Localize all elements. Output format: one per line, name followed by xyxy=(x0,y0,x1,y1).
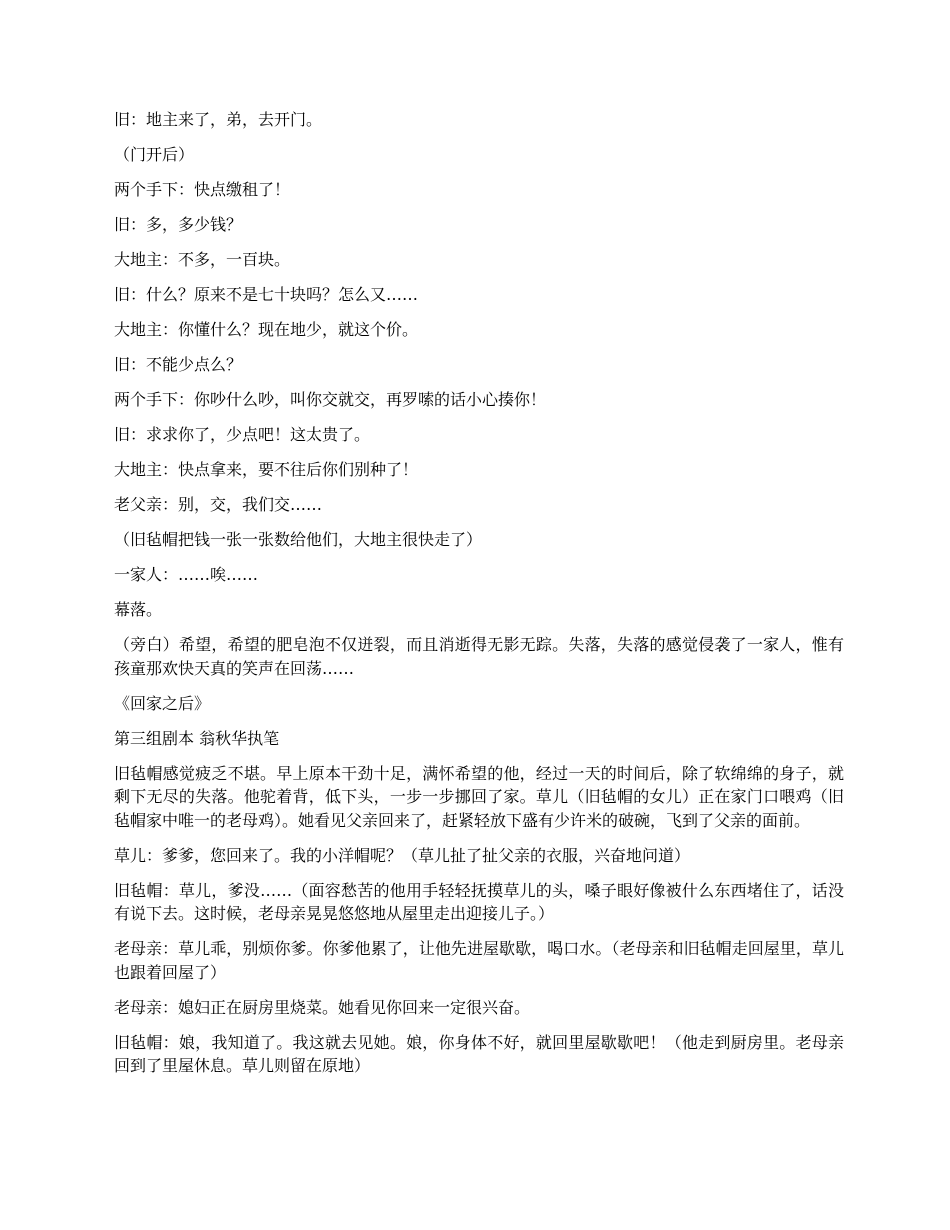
section-byline: 第三组剧本 翁秋华执笔 xyxy=(114,728,280,748)
paragraph-24: 旧毡帽：娘，我知道了。我这就去见她。娘，你身体不好，就回里屋歇歇吧！（他走到厨房里。老母亲回到了里屋休息。草儿则留在原地） xyxy=(114,1032,844,1075)
paragraph-8: 旧：不能少点么？ xyxy=(114,355,243,374)
paragraph-1: 旧：地主来了，弟，去开门。 xyxy=(114,110,323,129)
paragraph-22: 老母亲：草儿乖，别烦你爹。你爹他累了，让他先进屋歇歇，喝口水。（老母亲和旧毡帽走回屋里，草儿也跟着回屋了） xyxy=(114,939,844,982)
paragraph-4: 旧：多，多少钱？ xyxy=(114,215,243,234)
paragraph-21: 旧毡帽：草儿，爹没……（面容愁苦的他用手轻轻抚摸草儿的头，嗓子眼好像被什么东西堵住了，话没有说下去。这时候，老母亲晃晃悠悠地从屋里走出迎接儿子。） xyxy=(114,880,844,923)
paragraph-14: 一家人：……唉…… xyxy=(114,565,259,584)
paragraph-19: 旧毡帽感觉疲乏不堪。早上原本干劲十足，满怀希望的他，经过一天的时间后，除了软绵绵的身子，就剩下无尽的失落。他驼着背，低下头，一步一步挪回了家。草儿（旧毡帽的女儿）正在家门口喂鸡（旧毡帽家中唯一的老母鸡）。她看见父亲回来了，赶紧轻放下盛有少许米的破碗，飞到了父亲的面前。 xyxy=(114,763,844,830)
paragraph-23: 老母亲：媳妇正在厨房里烧菜。她看见你回来一定很兴奋。 xyxy=(114,997,531,1017)
paragraph-11: 大地主：快点拿来，要不往后你们别种了！ xyxy=(114,460,419,479)
paragraph-13: （旧毡帽把钱一张一张数给他们，大地主很快走了） xyxy=(114,530,483,549)
paragraph-12: 老父亲：别，交，我们交…… xyxy=(114,495,323,514)
paragraph-6: 旧：什么？原来不是七十块吗？怎么又…… xyxy=(114,285,419,304)
document-page xyxy=(114,108,844,1089)
paragraph-3: 两个手下：快点缴租了！ xyxy=(114,180,291,199)
paragraph-7: 大地主：你懂什么？现在地少，就这个价。 xyxy=(114,320,419,339)
paragraph-9: 两个手下：你吵什么吵，叫你交就交，再罗嗦的话小心揍你！ xyxy=(114,390,547,409)
section-title: 《回家之后》 xyxy=(114,693,211,713)
paragraph-20: 草儿：爹爹，您回来了。我的小洋帽呢？（草儿扯了扯父亲的衣服，兴奋地问道） xyxy=(114,845,691,865)
paragraph-16: （旁白）希望，希望的肥皂泡不仅迸裂，而且消逝得无影无踪。失落，失落的感觉侵袭了一家人，惟有孩童那欢快天真的笑声在回荡…… xyxy=(114,635,844,678)
paragraph-5: 大地主：不多，一百块。 xyxy=(114,250,291,269)
paragraph-2: （门开后） xyxy=(114,145,195,164)
paragraph-15: 幕落。 xyxy=(114,600,163,619)
paragraph-10: 旧：求求你了，少点吧！这太贵了。 xyxy=(114,425,371,444)
